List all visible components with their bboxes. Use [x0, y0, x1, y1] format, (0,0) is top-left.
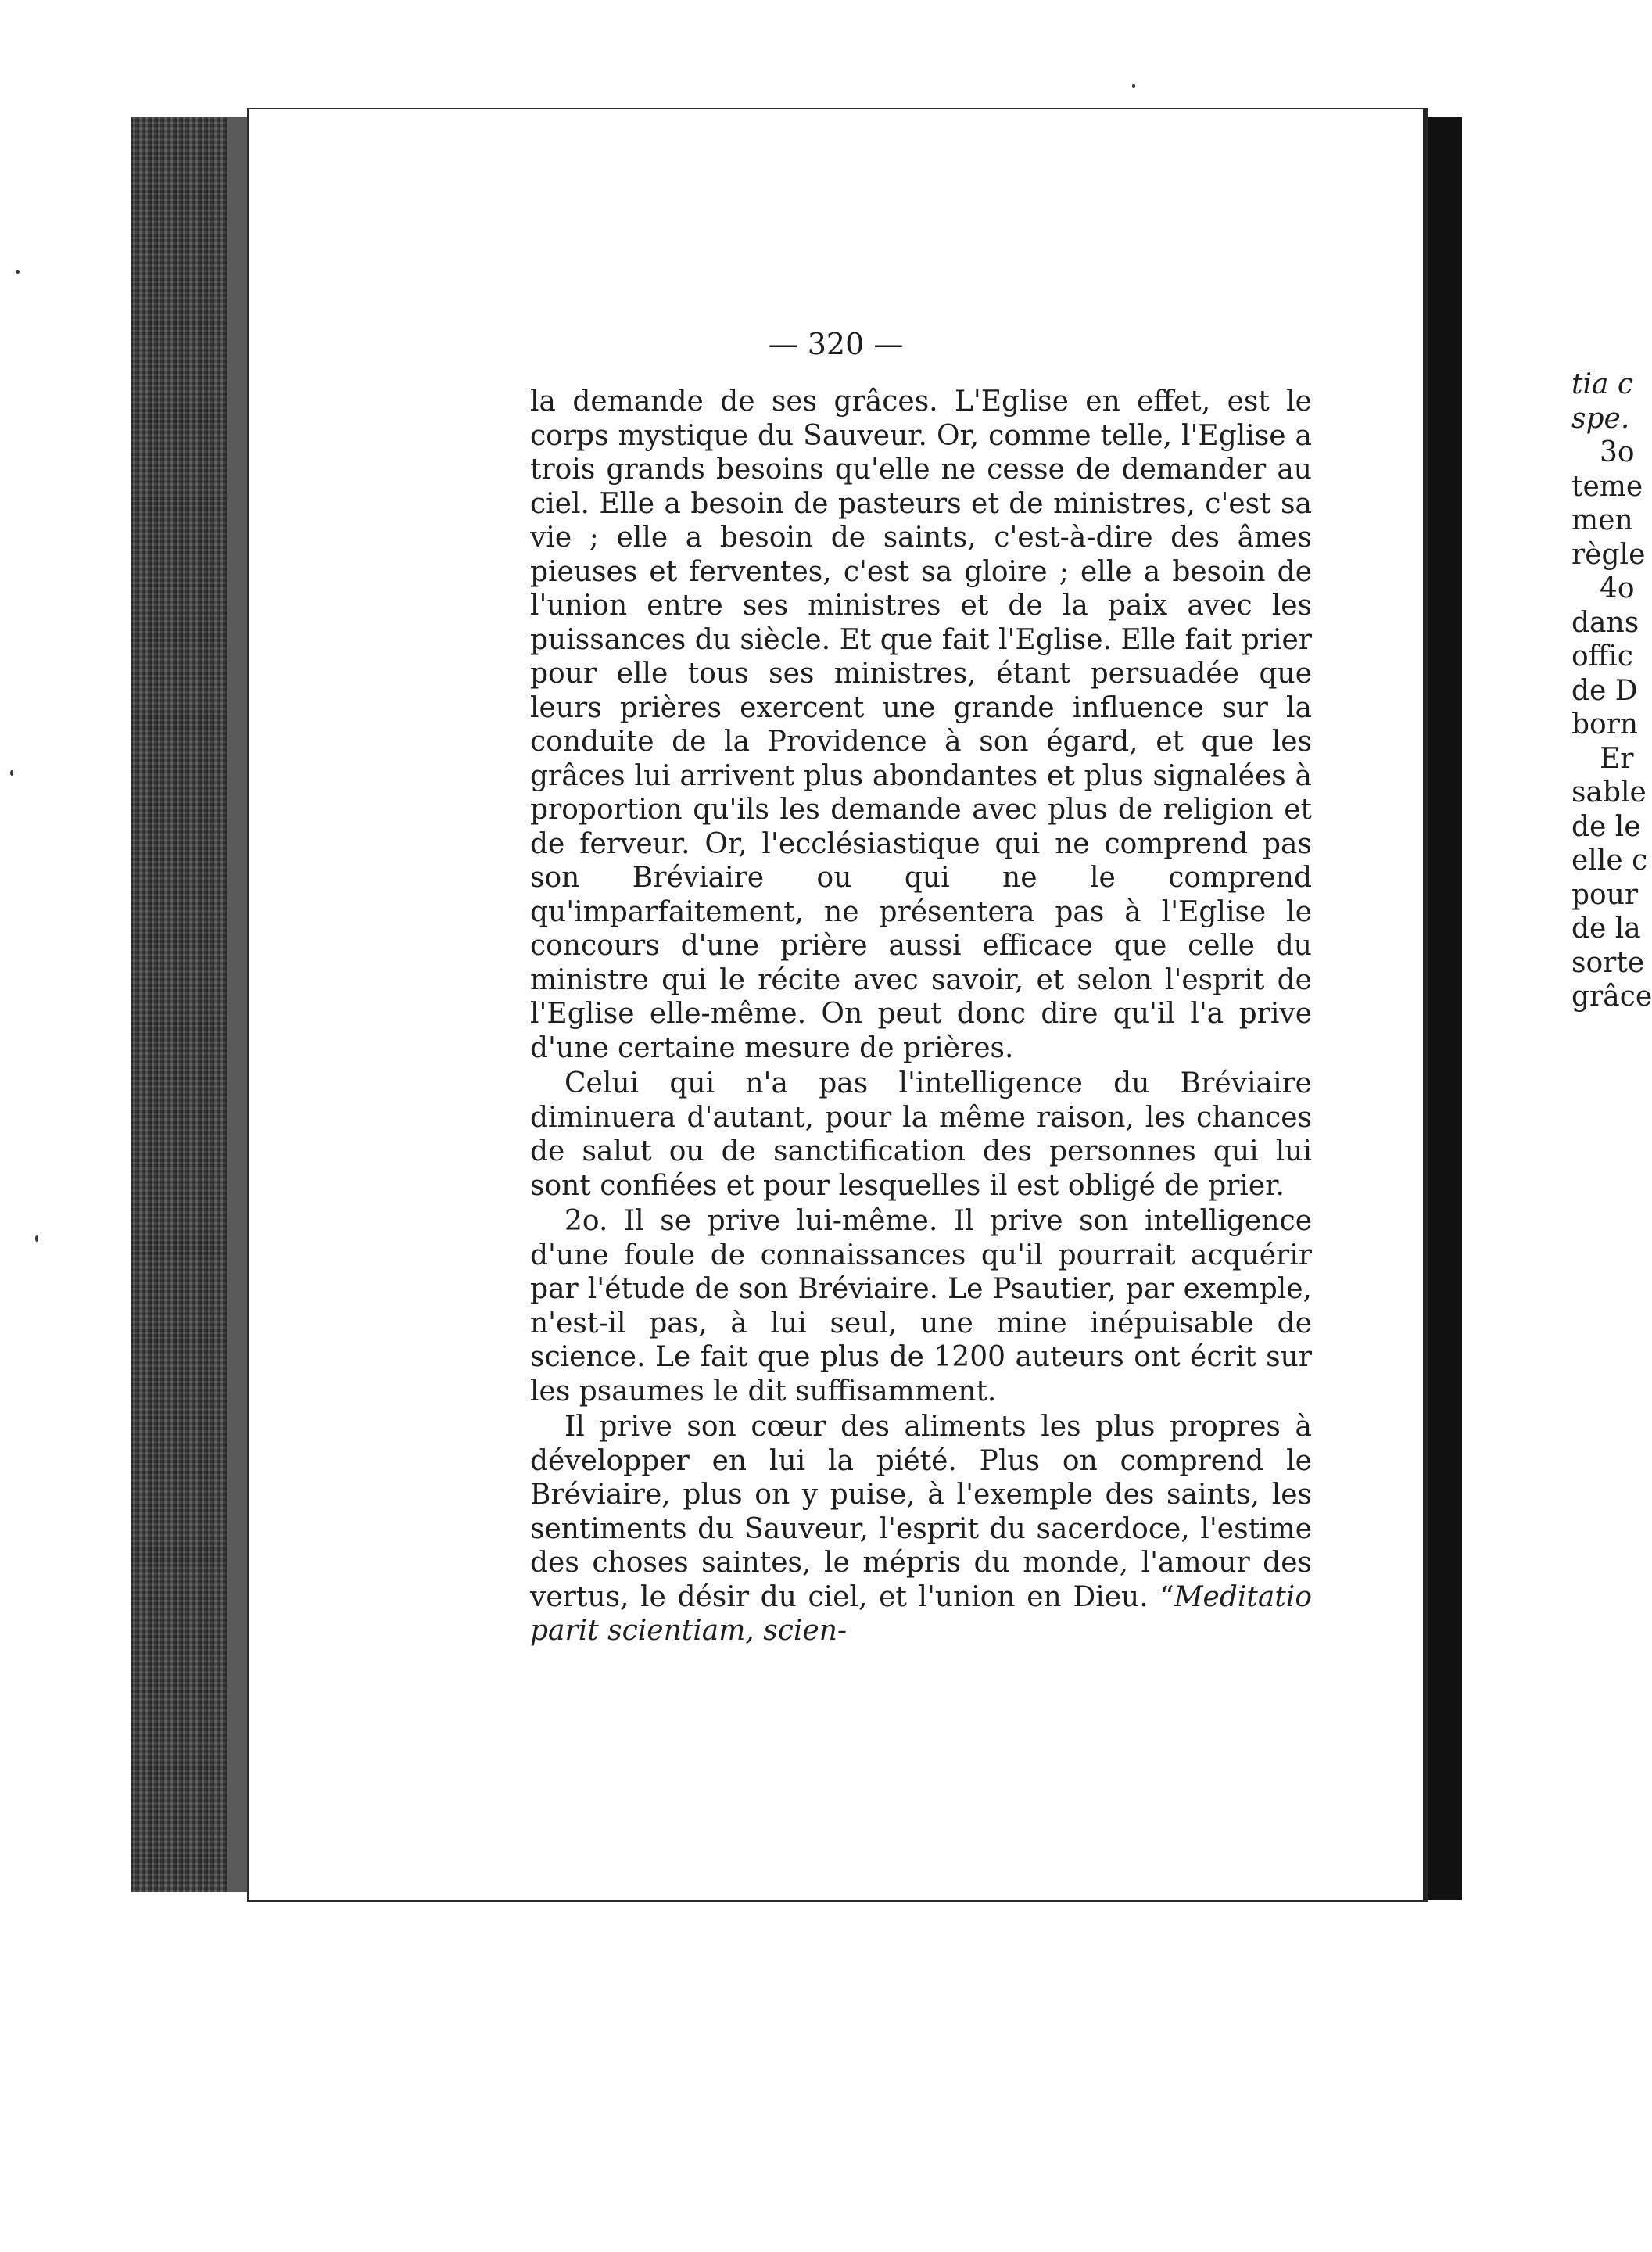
scan-speck	[10, 770, 13, 776]
page-number: — 320 —	[768, 327, 904, 361]
facing-page-line: born	[1571, 708, 1639, 741]
facing-page-line: 3o	[1600, 436, 1635, 468]
facing-page-line: de le	[1571, 810, 1641, 843]
facing-page-line: règle	[1571, 538, 1646, 571]
latin-quotation: Meditatio parit scientiam, scien-	[530, 1580, 1312, 1647]
paragraph-1: la demande de ses grâces. L'Eglise en effet, est le corps mystique du Sauveur. Or, comme telle, l'Eglise a trois grands besoins qu'elle ne cesse de demander au ciel. Elle a besoin de pasteurs et de ministres, c'est sa vie ; elle a besoin de saints, c'est-à-dire des âmes pieuses et ferventes, c'est sa gloire ; elle a besoin de l'union entre ses ministres et de la paix avec les puissances du siècle. Et que fait l'Eglise. Elle fait prier pour elle tous ses ministres, étant persuadée que leurs prières exercent une grande influence sur la conduite de la Providence à son égard, et que les grâces lui arrivent plus abondantes et plus signalées à proportion qu'ils les demande avec plus de religion et de ferveur. Or, l'ecclésiastique qui ne comprend pas son Bréviaire ou qui ne le comprend qu'imparfaitement, ne présentera pas à l'Eglise le concours d'une prière aussi efficace que celle du ministre qui le récite avec savoir, et selon l'esprit de l'Eglise elle-même. On peut donc dire qu'il l'a prive d'une certaine mesure de prières.	[530, 385, 1312, 1064]
facing-page-line: sable	[1571, 776, 1647, 809]
facing-page-line: teme	[1571, 470, 1643, 503]
facing-page-line: de la	[1571, 913, 1641, 945]
facing-page-line: Er	[1600, 742, 1634, 775]
paragraph-4	[530, 1410, 1312, 1648]
facing-page-line: tia c	[1571, 368, 1634, 400]
facing-page-line: pour	[1571, 878, 1639, 911]
scan-speck	[35, 1235, 38, 1242]
scan-speck	[1132, 84, 1135, 88]
facing-page-line: dans	[1571, 606, 1639, 639]
facing-page	[1462, 125, 1652, 1587]
left-page	[249, 109, 1426, 1900]
facing-page-line: offic	[1571, 640, 1633, 672]
scan-speck	[16, 270, 20, 274]
page-stack-shadow	[227, 117, 249, 1892]
facing-page-line: elle c	[1571, 844, 1648, 877]
facing-page-line: grâce	[1571, 981, 1652, 1013]
facing-page-line: 4o	[1600, 572, 1635, 604]
facing-page-line: men	[1571, 504, 1633, 536]
facing-page-line: de D	[1571, 674, 1638, 707]
facing-page-text	[1571, 368, 1652, 1014]
page-body-text	[530, 385, 1312, 1648]
book-gutter	[1428, 117, 1462, 1900]
paragraph-4-text: Il prive son cœur des aliments les plus propres à développer en lui la piété. Plus on comprend le Bréviaire, plus on y puise, à l'exemple des saints, les sentiments du Sauveur, l'esprit du sacerdoce, l'estime des choses saintes, le mépris du monde, l'amour des vertus, le désir du ciel, et l'union en Dieu. “	[530, 1411, 1312, 1613]
paragraph-2: Celui qui n'a pas l'intelligence du Bréviaire diminuera d'autant, pour la même raison, les chances de salut ou de sanctification des personnes qui lui sont confiées et pour lesquelles il est obligé de prier.	[530, 1067, 1312, 1202]
facing-page-line: spe.	[1571, 402, 1630, 435]
paragraph-3: 2o. Il se prive lui-même. Il prive son intelligence d'une foule de connaissances qu'il pourrait acquérir par l'étude de son Bréviaire. Le Psautier, par exemple, n'est-il pas, à lui seul, une mine inépuisable de science. Le fait que plus de 1200 auteurs ont écrit sur les psaumes le dit suffisamment.	[530, 1205, 1312, 1408]
facing-page-line: sorte	[1571, 946, 1645, 979]
